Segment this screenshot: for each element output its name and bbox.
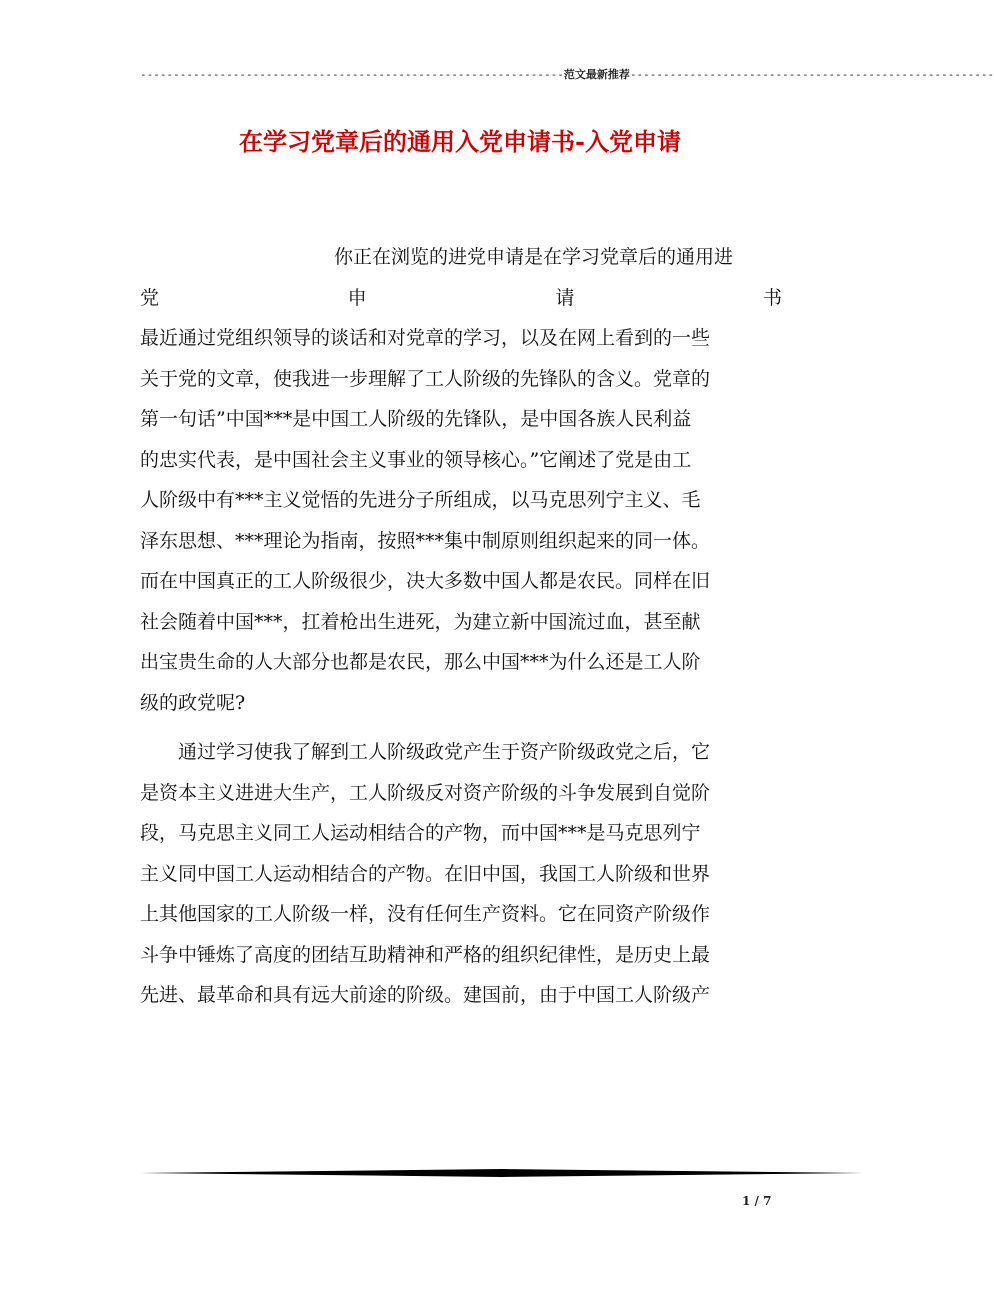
paragraph-line: 级的政党呢? [140, 691, 246, 714]
header-left-dashes: ---------------------------------------------------------------- [140, 68, 564, 81]
paragraph-line: 主义同中国工人运动相结合的产物。在旧中国，我国工人阶级和世界 [140, 862, 711, 885]
paragraph-line: 上其他国家的工人阶级一样，没有任何生产资料。它在同资产阶级作 [140, 903, 711, 925]
paragraph-2 [140, 732, 782, 1016]
paragraph-1 [140, 318, 782, 723]
paragraph-line: 第一句话”中国***是中国工人阶级的先锋队，是中国各族人民利益 [140, 408, 692, 430]
spread-char: 请 [555, 286, 575, 309]
paragraph-line: 泽东思想、***理论为指南，按照***集中制原则组织起来的同一体。 [140, 529, 711, 552]
spread-char: 党 [140, 286, 160, 309]
spread-char: 书 [762, 286, 782, 309]
paragraph-line: 段，马克思主义同工人运动相结合的产物，而中国***是马克思列宁 [140, 822, 701, 844]
paragraph-line: 是资本主义进进大生产，工人阶级反对资产阶级的斗争发展到自觉阶 [140, 781, 711, 804]
header-banner [140, 67, 994, 83]
paragraph-line: 出宝贵生命的人大部分也都是农民，那么中国***为什么还是工人阶 [140, 651, 701, 673]
document-body [140, 237, 782, 1016]
page-number: 1 / 7 [742, 1194, 772, 1208]
paragraph-line: 社会随着中国***，扛着枪出生进死，为建立新中国流过血，甚至献 [140, 610, 701, 633]
header-right-dashes: ------------------------------------------------------- [629, 68, 994, 81]
document-title: 在学习党章后的通用入党申请书-入党申请 [239, 127, 681, 156]
paragraph-line: 斗争中锤炼了高度的团结互助精神和严格的组织纪律性，是历史上最 [140, 943, 711, 966]
paragraph-line: 人阶级中有***主义觉悟的先进分子所组成，以马克思列宁主义、毛 [140, 489, 701, 511]
paragraph-line: 而在中国真正的工人阶级很少，决大多数中国人都是农民。同样在旧 [140, 570, 711, 592]
paragraph-line: 关于党的文章，使我进一步理解了工人阶级的先锋队的含义。党章的 [140, 367, 711, 390]
paragraph-line: 通过学习使我了解到工人阶级政党产生于资产阶级政党之后，它 [178, 741, 711, 763]
paragraph-line: 先进、最革命和具有远大前途的阶级。建国前，由于中国工人阶级产 [140, 984, 711, 1006]
paragraph-line: 的忠实代表，是中国社会主义事业的领导核心。”它阐述了党是由工 [140, 448, 692, 471]
header-label: 范文最新推荐 [563, 68, 630, 81]
intro-spread-line [140, 278, 782, 319]
intro-first-line: 你正在浏览的进党申请是在学习党章后的通用进 [334, 246, 734, 268]
spread-char: 申 [347, 286, 367, 309]
paragraph-line: 最近通过党组织领导的谈话和对党章的学习，以及在网上看到的一些 [140, 327, 711, 349]
footer-rule [140, 1169, 864, 1177]
